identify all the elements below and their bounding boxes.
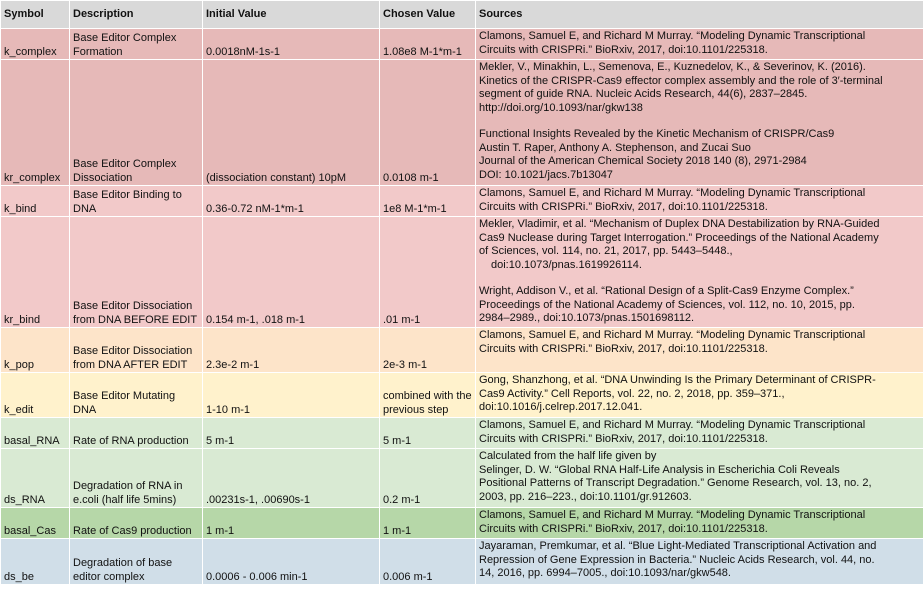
sources-cell (476, 186, 924, 217)
chosen-value-cell: 1e8 M-1*m-1 (380, 186, 476, 217)
table-row (1, 217, 924, 328)
source-line: Proceedings of the National Academy of Sciences, vol. 112, no. 10, 2015, pp. (479, 298, 855, 311)
source-line: Selinger, D. W. “Global RNA Half-Life Analysis in Escherichia Coli Reveals (479, 463, 840, 476)
source-line: Circuits with CRISPRi.” BioRxiv, 2017, doi:10.1101/225318. (479, 200, 768, 213)
description-cell: Base Editor Complex Dissociation (70, 60, 203, 186)
table-row (1, 29, 924, 60)
table-row (1, 508, 924, 539)
initial-value-cell: 1-10 m-1 (203, 373, 380, 418)
symbol-cell: k_edit (1, 373, 70, 418)
source-line: Clamons, Samuel E, and Richard M Murray. “Modeling Dynamic Transcriptional (479, 509, 866, 521)
sources-cell (476, 217, 924, 328)
description-cell: Base Editor Complex Formation (70, 29, 203, 60)
table-row (1, 328, 924, 373)
header-description: Description (70, 1, 203, 29)
table-row (1, 539, 924, 585)
table-row (1, 186, 924, 217)
source-spacer (479, 272, 920, 285)
source-line: Repression of Gene Expression in Bacteria.” Nucleic Acids Research, vol. 44, no. (479, 553, 875, 566)
source-line: DOI: 10.1021/jacs.7b13047 (479, 168, 613, 181)
initial-value-cell: 0.36-0.72 nM-1*m-1 (203, 186, 380, 217)
source-line: Clamons, Samuel E, and Richard M Murray. “Modeling Dynamic Transcriptional (479, 187, 866, 199)
symbol-cell: k_complex (1, 29, 70, 60)
initial-value-cell: 1 m-1 (203, 508, 380, 539)
sources-cell (476, 508, 924, 539)
chosen-value-cell: 0.0108 m-1 (380, 60, 476, 186)
source-line: Calculated from the half life given by (479, 450, 657, 462)
source-line: of Sciences, vol. 114, no. 21, 2017, pp. 5443–5448., (479, 245, 733, 257)
source-line: Kinetics of the CRISPR-Cas9 effector complex assembly and the role of 3′-terminal (479, 74, 883, 87)
chosen-value-cell: combined with the previous step (380, 373, 476, 418)
initial-value-cell: 2.3e-2 m-1 (203, 328, 380, 373)
sources-cell (476, 539, 924, 585)
source-spacer (479, 115, 920, 128)
chosen-value-cell: 1 m-1 (380, 508, 476, 539)
chosen-value-cell: 2e-3 m-1 (380, 328, 476, 373)
source-line: Jayaraman, Premkumar, et al. “Blue Light-Mediated Transcriptional Activation and (479, 540, 877, 552)
source-line: 14, 2016, pp. 6994–7005., doi:10.1093/nar/gkw548. (479, 567, 731, 579)
sources-cell (476, 328, 924, 373)
symbol-cell: ds_RNA (1, 449, 70, 508)
source-line: Circuits with CRISPRi.” BioRxiv, 2017, doi:10.1101/225318. (479, 342, 768, 355)
sources-cell (476, 449, 924, 508)
source-line: Positional Patterns of Transcript Degradation.” Genome Research, vol. 13, no. 2, (479, 477, 872, 489)
chosen-value-cell: .01 m-1 (380, 217, 476, 328)
source-line: Clamons, Samuel E, and Richard M Murray. “Modeling Dynamic Transcriptional (479, 329, 866, 341)
source-line: 2003, pp. 216–223., doi:10.1101/gr.912603. (479, 490, 692, 503)
source-line: 2984–2989., doi:10.1073/pnas.1501698112. (479, 312, 695, 324)
source-line: Gong, Shanzhong, et al. “DNA Unwinding Is the Primary Determinant of CRISPR- (479, 374, 876, 386)
symbol-cell: kr_complex (1, 60, 70, 186)
initial-value-cell: 5 m-1 (203, 418, 380, 449)
description-cell: Degradation of RNA in e.coli (half life 5mins) (70, 449, 203, 508)
sources-cell (476, 60, 924, 186)
source-line: Circuits with CRISPRi.” BioRxiv, 2017, doi:10.1101/225318. (479, 522, 768, 535)
initial-value-cell: (dissociation constant) 10pM (203, 60, 380, 186)
description-cell: Base Editor Dissociation from DNA BEFORE EDIT (70, 217, 203, 328)
table-row (1, 449, 924, 508)
source-line: Austin T. Raper, Anthony A. Stephenson, and Zucai Suo (479, 141, 751, 154)
description-cell: Base Editor Mutating DNA (70, 373, 203, 418)
header-row (1, 1, 924, 29)
source-line: http://doi.org/10.1093/nar/gkw138 (479, 101, 643, 114)
source-line: Cas9 Nuclease during Target Interrogation.” Proceedings of the National Academy (479, 231, 879, 244)
sources-cell (476, 29, 924, 60)
header-sources: Sources (476, 1, 924, 29)
source-line: Circuits with CRISPRi.” BioRxiv, 2017, doi:10.1101/225318. (479, 432, 768, 445)
source-line: Functional Insights Revealed by the Kinetic Mechanism of CRISPR/Cas9 (479, 128, 835, 140)
initial-value-cell: 0.0018nM-1s-1 (203, 29, 380, 60)
source-line: segment of guide RNA. Nucleic Acids Research, 44(6), 2837–2845. (479, 88, 808, 100)
symbol-cell: k_bind (1, 186, 70, 217)
table-row (1, 60, 924, 186)
table-row (1, 373, 924, 418)
source-line: Mekler, V., Minakhin, L., Semenova, E., Kuznedelov, K., & Severinov, K. (2016). (479, 61, 866, 73)
description-cell: Degradation of base editor complex (70, 539, 203, 585)
source-line: doi:10.1073/pnas.1619926114. (491, 258, 642, 271)
source-line: Circuits with CRISPRi.” BioRxiv, 2017, doi:10.1101/225318. (479, 43, 768, 56)
chosen-value-cell: 0.006 m-1 (380, 539, 476, 585)
description-cell: Base Editor Binding to DNA (70, 186, 203, 217)
source-line: Wright, Addison V., et al. “Rational Design of a Split-Cas9 Enzyme Complex.” (479, 285, 854, 297)
symbol-cell: k_pop (1, 328, 70, 373)
sources-cell (476, 418, 924, 449)
source-line: Journal of the American Chemical Society 2018 140 (8), 2971-2984 (479, 155, 807, 167)
symbol-cell: kr_bind (1, 217, 70, 328)
header-initial-value: Initial Value (203, 1, 380, 29)
chosen-value-cell: 0.2 m-1 (380, 449, 476, 508)
header-chosen-value: Chosen Value (380, 1, 476, 29)
initial-value-cell: 0.154 m-1, .018 m-1 (203, 217, 380, 328)
source-line: Clamons, Samuel E, and Richard M Murray. “Modeling Dynamic Transcriptional (479, 419, 866, 431)
chosen-value-cell: 1.08e8 M-1*m-1 (380, 29, 476, 60)
header-symbol: Symbol (1, 1, 70, 29)
initial-value-cell: 0.0006 - 0.006 min-1 (203, 539, 380, 585)
symbol-cell: basal_RNA (1, 418, 70, 449)
description-cell: Rate of Cas9 production (70, 508, 203, 539)
source-line: Mekler, Vladimir, et al. “Mechanism of Duplex DNA Destabilization by RNA-Guided (479, 218, 880, 230)
source-line: Cas9 Activity.” Cell Reports, vol. 22, no. 2, 2018, pp. 359–371., (479, 387, 785, 400)
symbol-cell: basal_Cas (1, 508, 70, 539)
sources-cell (476, 373, 924, 418)
initial-value-cell: .00231s-1, .00690s-1 (203, 449, 380, 508)
chosen-value-cell: 5 m-1 (380, 418, 476, 449)
source-line: Clamons, Samuel E, and Richard M Murray. “Modeling Dynamic Transcriptional (479, 30, 866, 42)
description-cell: Base Editor Dissociation from DNA AFTER EDIT (70, 328, 203, 373)
description-cell: Rate of RNA production (70, 418, 203, 449)
symbol-cell: ds_be (1, 539, 70, 585)
table-row (1, 418, 924, 449)
source-line: doi:10.1016/j.celrep.2017.12.041. (479, 401, 643, 413)
